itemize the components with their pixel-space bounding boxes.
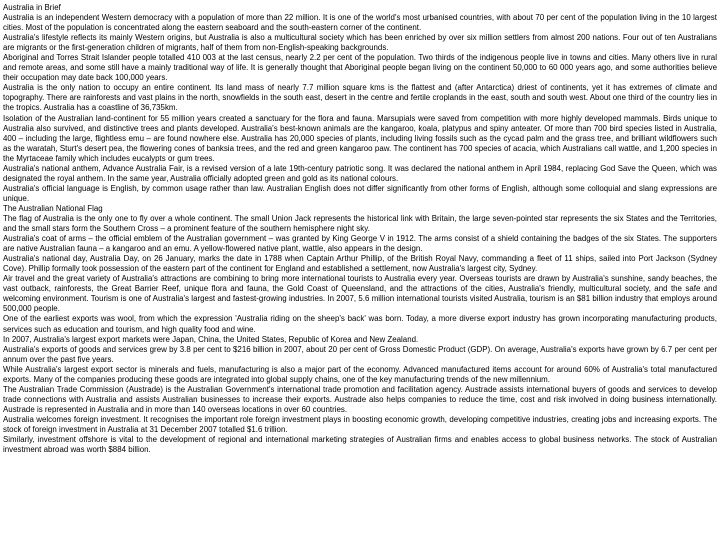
paragraph-manufacturing: While Australia's largest export sector is minerals and fuels, manufacturing is also a major part of the economy. Advanced manufactured items account for around 60% of Australia's total manufactured exports. Many of the companies producing these goods are integrated into global supply chains, one of the key manufacturing trends of the new millennium. [3, 364, 717, 384]
paragraph-foreign-investment: Australia welcomes foreign investment. It recognises the important role foreign investment plays in boosting economic growth, developing competitive industries, creating jobs and increasing exports. The stock of foreign investment in Australia at 31 December 2007 totalled $1.6 trillion. [3, 414, 717, 434]
paragraph-anthem: Australia's national anthem, Advance Australia Fair, is a revised version of a late 19th-century patriotic song. It was declared the national anthem in April 1984, replacing God Save the Queen, which was designated the royal anthem. In the same year, Australia officially adopted green and gold as its national colours. [3, 163, 717, 183]
paragraph-flora-fauna: Isolation of the Australian land-continent for 55 million years created a sanctuary for the flora and fauna. Marsupials were saved from competition with more highly developed mammals. Birds unique to Australia also survived, and distinctive trees and plants developed. Australia's best-known animals are the kangaroo, koala, platypus and spiny anteater. Of more than 700 bird species listed in Australia, 400 – including the large, flightless emu – are found nowhere else. Australia has 20,000 species of plants, including living fossils such as the cycad palm and the grass tree, and brilliant wildflowers such as the waratah, Sturt's desert pea, the flowering cones of banksia trees, and the red and green kangaroo paw. The continent has 700 species of acacia, which Australians call wattle, and 1,200 species in the Myrtaceae family which includes eucalypts or gum trees. [3, 113, 717, 163]
paragraph-language: Australia's official language is English, by common usage rather than law. Australian English does not differ significantly from other forms of English, although some colloquial and slang expressions are unique. [3, 183, 717, 203]
paragraph-export-growth: Australia's exports of goods and services grew by 3.8 per cent to $216 billion in 2007, about 20 per cent of Gross Domestic Product (GDP). On average, Australia's exports have grown by 6.7 per cent per annum over the past five years. [3, 344, 717, 364]
paragraph-national-day: Australia's national day, Australia Day, on 26 January, marks the date in 1788 when Captain Arthur Phillip, of the British Royal Navy, commanding a fleet of 11 ships, sailed into Port Jackson (Sydney Cove). Phillip formally took possession of the eastern part of the continent for England and established a settlement, now Australia's largest city, Sydney. [3, 254, 717, 274]
flag-heading: The Australian National Flag [3, 203, 103, 213]
paragraph-wool-exports: One of the earliest exports was wool, from which the expression 'Australia riding on the sheep's back' was born. Today, a more diverse export industry has grown incorporating manufacturing products, services such as education and tourism, and high quality food and wine. [3, 314, 717, 334]
paragraph-continent: Australia is the only nation to occupy an entire continent. Its land mass of nearly 7.7 million square kms is the flattest and (after Antarctica) driest of continents, yet it has extremes of climate and topography. There are rainforests and vast plains in the north, snowfields in the south east, desert in the centre and fertile croplands in the east, south and south west. About one third of the country lies in the tropics. Australia has a coastline of 36,735km. [3, 83, 717, 113]
paragraph-austrade: The Australian Trade Commission (Austrade) is the Australian Government's international trade promotion and facilitation agency. Austrade assists international buyers of goods and services to develop trade connections with Australia and assists Australian businesses to increase their exports. Austrade also helps companies to reduce the time, cost and risk involved in doing business internationally. Austrade is represented in Australia and in more than 140 overseas locations in over 60 countries. [3, 384, 717, 414]
paragraph-population: Australia is an independent Western democracy with a population of more than 22 million. It is one of the world's most urbanised countries, with about 70 per cent of the population living in the 10 largest cities. Most of the population is concentrated along the eastern seaboard and the south-eastern corner of the continent. [3, 13, 717, 33]
paragraph-coat-of-arms: Australia's coat of arms – the official emblem of the Australian government – was granted by King George V in 1912. The arms consist of a shield containing the badges of the six States. The supporters are native Australian fauna – a kangaroo and an emu. A yellow-flowered native plant, wattle, also appears in the design. [3, 234, 717, 254]
paragraph-export-markets: In 2007, Australia's largest export markets were Japan, China, the United States, Republic of Korea and New Zealand. [3, 334, 419, 344]
document-title: Australia in Brief [3, 3, 61, 12]
paragraph-offshore-investment: Similarly, investment offshore is vital to the development of regional and international marketing strategies of Australian firms and enables access to global business networks. The stock of Australian investment abroad was worth $884 billion. [3, 435, 717, 455]
paragraph-tourism: Air travel and the great variety of Australia's attractions are combining to bring more international tourists to Australia every year. Overseas tourists are drawn by Australia's sunshine, sandy beaches, the vast outback, rainforests, the Great Barrier Reef, unique flora and fauna, the Gold Coast of Queensland, and the attractions of the cities, Australia's friendly, multicultural society, and the safe and welcoming environment. Tourism is one of Australia's largest and fastest-growing industries. In 2007, 5.6 million international tourists visited Australia, tourism is an $81 billion industry that employs around 500,000 people. [3, 274, 717, 314]
paragraph-lifestyle: Australia's lifestyle reflects its mainly Western origins, but Australia is also a multicultural society which has been enriched by over six million settlers from almost 200 nations. Four out of ten Australians are migrants or the first-generation children of migrants, half of them from non-English-speaking backgrounds. [3, 33, 717, 53]
paragraph-aboriginal: Aboriginal and Torres Strait Islander people totalled 410 003 at the last census, nearly 2.2 per cent of the population. Two thirds of the indigenous people live in towns and cities. Many others live in rural and remote areas, and some still have a mainly traditional way of life. It is generally thought that Aboriginal people began living on the continent 50,000 to 60 000 years ago, and some authorities believe their occupation may date back 100,000 years. [3, 53, 717, 83]
document-page [3, 3, 717, 455]
paragraph-flag: The flag of Australia is the only one to fly over a whole continent. The small Union Jack represents the historical link with Britain, the large seven-pointed star represents the six States and the Territories, and the small stars form the Southern Cross – a prominent feature of the southern hemisphere night sky. [3, 213, 717, 234]
